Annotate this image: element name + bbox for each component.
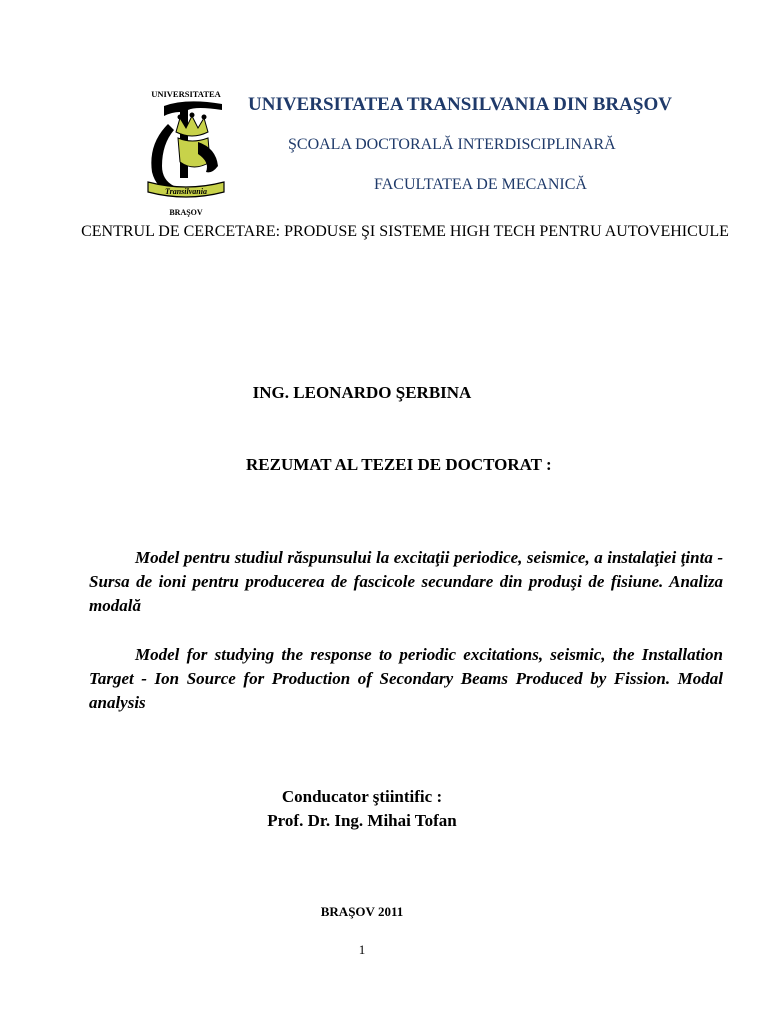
document-type: REZUMAT AL TEZEI DE DOCTORAT : xyxy=(246,455,552,474)
university-logo xyxy=(138,88,234,220)
place-year: BRAŞOV 2011 xyxy=(320,904,404,919)
research-centre: CENTRUL DE CERCETARE: PRODUSE ŞI SISTEME HIGH TECH PENTRU AUTOVEHICULE xyxy=(81,223,729,240)
logo-bottom-text: BRAŞOV xyxy=(169,208,203,217)
faculty-name: FACULTATEA DE MECANICĂ xyxy=(374,176,587,193)
page-number: 1 xyxy=(358,942,366,957)
university-name: UNIVERSITATEA TRANSILVANIA DIN BRAŞOV xyxy=(248,94,672,115)
author-name: ING. LEONARDO ŞERBINA xyxy=(252,383,472,402)
logo-banner-text: Transilvania xyxy=(165,187,207,196)
doctoral-school: ŞCOALA DOCTORALĂ INTERDISCIPLINARĂ xyxy=(288,136,616,153)
supervisor-label: Conducator ştiintific : xyxy=(281,787,443,806)
logo-top-text: UNIVERSITATEA xyxy=(151,89,221,99)
thesis-title-romanian: Model pentru studiul răspunsului la excitaţii periodice, seismice, a instalaţiei ţinta - Sursa de ioni pentru producerea de fascicole secundare din produşi de fisiune. Analiza modală xyxy=(89,548,723,615)
supervisor-name: Prof. Dr. Ing. Mihai Tofan xyxy=(267,811,457,830)
thesis-title-english: Model for studying the response to periodic excitations, seismic, the Installation Target - Ion Source for Production of Secondary Beams Produced by Fission. Modal analysis xyxy=(89,645,723,712)
